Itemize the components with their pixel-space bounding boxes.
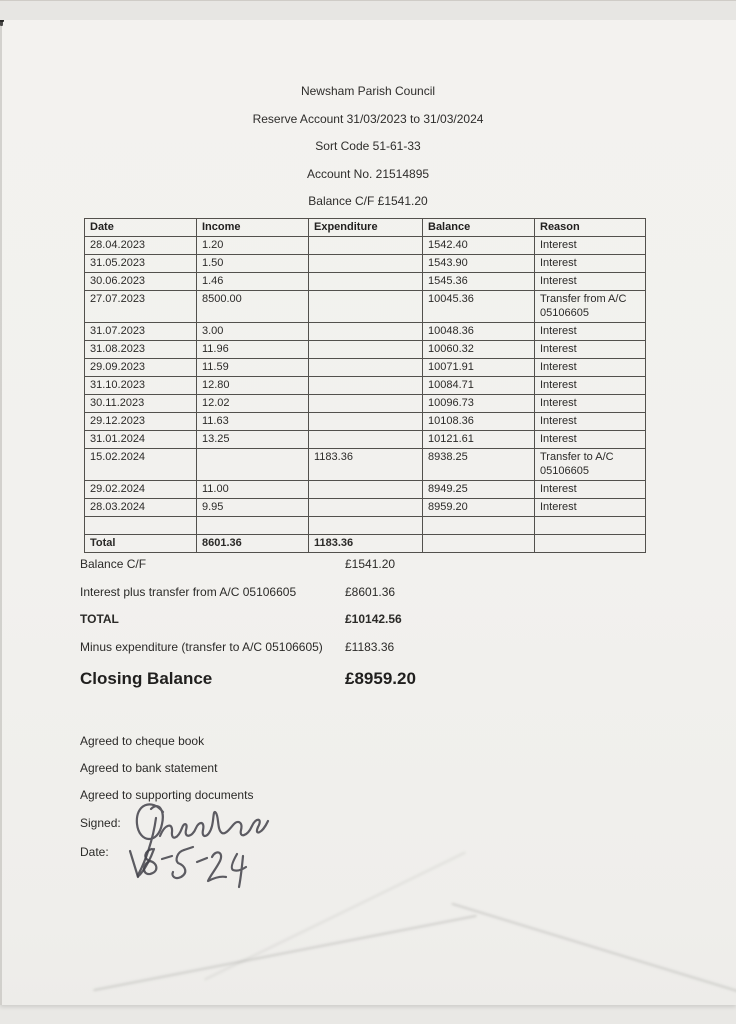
- table-cell: 10084.71: [423, 377, 535, 395]
- table-cell: [423, 517, 535, 535]
- table-cell: 1543.90: [423, 255, 535, 273]
- table-row: [85, 273, 646, 291]
- closing-balance-value: £8959.20: [345, 669, 416, 688]
- table-cell: Interest: [535, 323, 646, 341]
- table-cell: [197, 517, 309, 535]
- table-cell: 29.12.2023: [85, 413, 197, 431]
- summary-value: £10142.56: [345, 612, 402, 626]
- table-cell: [309, 291, 423, 323]
- table-cell: Interest: [535, 255, 646, 273]
- table-cell: [309, 323, 423, 341]
- table-cell: 9.95: [197, 499, 309, 517]
- summary-label: TOTAL: [80, 612, 119, 626]
- table-cell: 1.20: [197, 237, 309, 255]
- table-cell: [197, 449, 309, 481]
- table-row: [85, 255, 646, 273]
- table-row: [85, 291, 646, 323]
- table-cell: 12.02: [197, 395, 309, 413]
- table-cell: 10048.36: [423, 323, 535, 341]
- table-cell: Transfer from A/C 05106605: [535, 291, 646, 323]
- table-cell: [309, 517, 423, 535]
- table-total-row: [85, 535, 646, 553]
- table-row: [85, 359, 646, 377]
- table-cell: [309, 499, 423, 517]
- table-row: [85, 237, 646, 255]
- table-cell: 11.59: [197, 359, 309, 377]
- table-cell: 12.80: [197, 377, 309, 395]
- table-cell: 8938.25: [423, 449, 535, 481]
- table-cell: [309, 237, 423, 255]
- table-row: [85, 499, 646, 517]
- ledger-table: [84, 218, 646, 553]
- table-cell: [309, 359, 423, 377]
- table-cell: 31.07.2023: [85, 323, 197, 341]
- summary-row: [80, 585, 560, 613]
- table-cell: Total: [85, 535, 197, 553]
- table-row: [85, 395, 646, 413]
- summary-label: Minus expenditure (transfer to A/C 05106605): [80, 639, 323, 654]
- table-cell: 8959.20: [423, 499, 535, 517]
- table-cell: [309, 273, 423, 291]
- account-period-line: Reserve Account 31/03/2023 to 31/03/2024: [252, 111, 484, 126]
- table-cell: Interest: [535, 413, 646, 431]
- table-cell: 11.63: [197, 413, 309, 431]
- table-cell: 27.07.2023: [85, 291, 197, 323]
- summary-block: [80, 557, 560, 699]
- table-cell: 30.11.2023: [85, 395, 197, 413]
- document-header: [0, 84, 736, 222]
- table-cell: Interest: [535, 499, 646, 517]
- balance-cf-line: Balance C/F £1541.20: [308, 194, 428, 208]
- table-cell: [309, 395, 423, 413]
- table-cell: 10096.73: [423, 395, 535, 413]
- table-cell: Interest: [535, 431, 646, 449]
- table-cell: 8601.36: [197, 535, 309, 553]
- column-header: Balance: [423, 219, 535, 237]
- table-cell: 31.10.2023: [85, 377, 197, 395]
- ledger-table-head: [85, 219, 646, 237]
- table-cell: Interest: [535, 359, 646, 377]
- table-cell: [309, 481, 423, 499]
- table-cell: Interest: [535, 273, 646, 291]
- table-row: [85, 377, 646, 395]
- summary-label: Interest plus transfer from A/C 05106605: [80, 584, 297, 599]
- table-cell: 1542.40: [423, 237, 535, 255]
- summary-value: £1183.36: [345, 639, 395, 654]
- table-cell: Interest: [535, 237, 646, 255]
- table-cell: [309, 431, 423, 449]
- column-header: Reason: [535, 219, 646, 237]
- closing-balance-label: Closing Balance: [80, 669, 213, 688]
- table-cell: 10060.32: [423, 341, 535, 359]
- table-cell: [309, 255, 423, 273]
- column-header: Date: [85, 219, 197, 237]
- document-title: Newsham Parish Council: [300, 84, 436, 98]
- table-cell: 10045.36: [423, 291, 535, 323]
- table-row: [85, 323, 646, 341]
- sort-code-line: Sort Code 51-61-33: [315, 139, 421, 153]
- table-row: [85, 413, 646, 431]
- summary-value: £8601.36: [345, 584, 396, 599]
- table-cell: 11.96: [197, 341, 309, 359]
- summary-value: £1541.20: [345, 557, 396, 571]
- table-cell: 1545.36: [423, 273, 535, 291]
- summary-row: [80, 640, 560, 668]
- scan-bottom-edge: [0, 0, 736, 20]
- attestation-line: Agreed to bank statement: [80, 761, 218, 775]
- attestation-line: Agreed to cheque book: [80, 734, 205, 748]
- date-label: Date:: [80, 845, 109, 859]
- attestation-line: Agreed to supporting documents: [80, 788, 254, 802]
- table-row: [85, 517, 646, 535]
- table-cell: 11.00: [197, 481, 309, 499]
- table-cell: Transfer to A/C 05106605: [535, 449, 646, 481]
- table-cell: Interest: [535, 341, 646, 359]
- table-cell: 10071.91: [423, 359, 535, 377]
- table-cell: 30.06.2023: [85, 273, 197, 291]
- table-cell: 1183.36: [309, 449, 423, 481]
- table-cell: 31.08.2023: [85, 341, 197, 359]
- table-cell: 31.01.2024: [85, 431, 197, 449]
- table-cell: 28.04.2023: [85, 237, 197, 255]
- table-cell: 29.02.2024: [85, 481, 197, 499]
- table-cell: 29.09.2023: [85, 359, 197, 377]
- table-cell: 1.46: [197, 273, 309, 291]
- table-cell: 8949.25: [423, 481, 535, 499]
- table-cell: [85, 517, 197, 535]
- closing-balance-row: [80, 669, 560, 699]
- table-cell: 31.05.2023: [85, 255, 197, 273]
- table-row: [85, 431, 646, 449]
- table-cell: Interest: [535, 481, 646, 499]
- table-cell: 3.00: [197, 323, 309, 341]
- ledger-table-body: [85, 237, 646, 553]
- table-cell: Interest: [535, 377, 646, 395]
- signed-label: Signed:: [80, 816, 121, 830]
- column-header: Expenditure: [309, 219, 423, 237]
- table-cell: 10108.36: [423, 413, 535, 431]
- table-cell: [309, 377, 423, 395]
- table-cell: [535, 517, 646, 535]
- table-cell: 15.02.2024: [85, 449, 197, 481]
- table-cell: 1183.36: [309, 535, 423, 553]
- table-row: [85, 341, 646, 359]
- account-number-line: Account No. 21514895: [306, 166, 430, 181]
- table-cell: 13.25: [197, 431, 309, 449]
- table-cell: 10121.61: [423, 431, 535, 449]
- table-cell: [535, 535, 646, 553]
- table-header-row: [85, 219, 646, 237]
- table-row: [85, 449, 646, 481]
- table-cell: [309, 341, 423, 359]
- table-cell: 28.03.2024: [85, 499, 197, 517]
- table-cell: Interest: [535, 395, 646, 413]
- summary-row: [80, 557, 560, 585]
- table-row: [85, 481, 646, 499]
- summary-label: Balance C/F: [80, 557, 147, 571]
- summary-row-total: [80, 612, 560, 640]
- table-cell: [423, 535, 535, 553]
- attestation-block: [80, 734, 480, 815]
- table-cell: 8500.00: [197, 291, 309, 323]
- column-header: Income: [197, 219, 309, 237]
- table-cell: 1.50: [197, 255, 309, 273]
- table-cell: [309, 413, 423, 431]
